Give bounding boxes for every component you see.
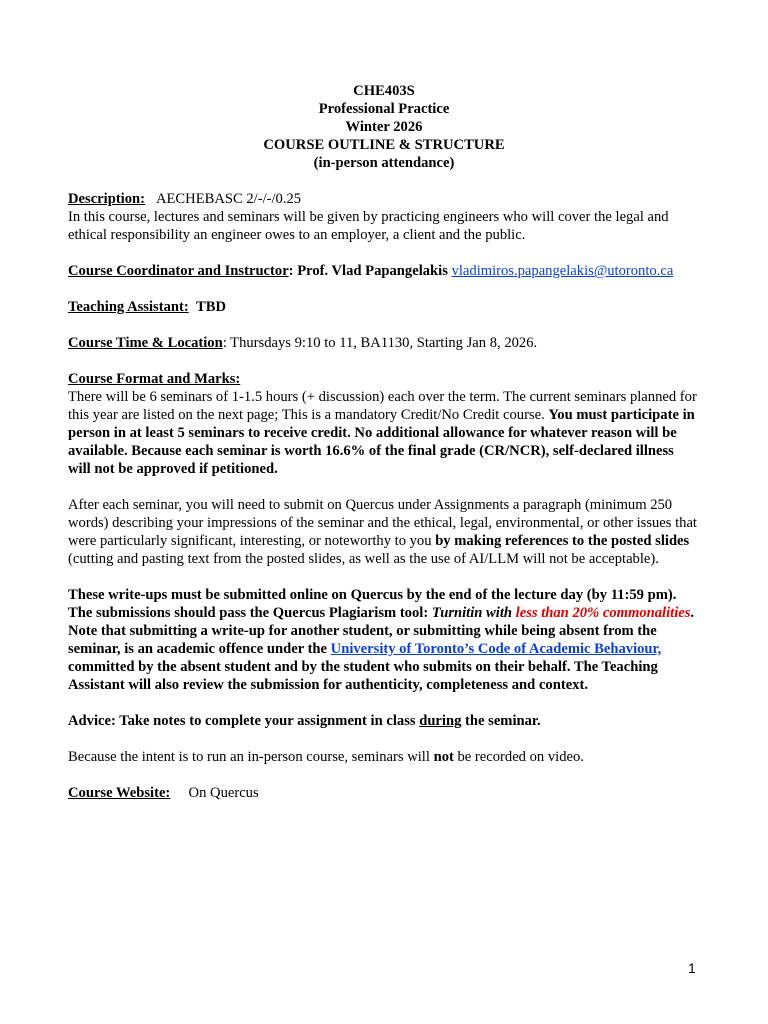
coordinator-label: Course Coordinator and Instructor	[68, 263, 289, 279]
format-text-plain: There will be 6 seminars of 1-1.5 hours (+ discussion) each over the term. The current seminars planned for this year are listed on the next page; This is a mandatory Credit/No Credit course.	[68, 389, 697, 423]
writeup-text-2: (cutting and pasting text from the posted slides, as well as the use of AI/LLM will not be acceptable).	[68, 551, 659, 567]
ta-value: TBD	[196, 299, 227, 315]
recording-text-2: be recorded on video.	[453, 749, 584, 765]
format-label: Course Format and Marks:	[68, 371, 241, 387]
coordinator-name: Prof. Vlad Papangelakis	[297, 263, 448, 279]
page-number: 1	[688, 960, 696, 976]
coordinator-line	[68, 262, 700, 280]
format-heading	[68, 370, 700, 388]
advice-text-1: Advice: Take notes to complete your assignment in class	[68, 713, 420, 729]
advice-text-2: the seminar.	[461, 713, 541, 729]
website-line	[68, 784, 700, 802]
time-location-value: : Thursdays 9:10 to 11, BA1130, Starting Jan 8, 2026.	[222, 335, 538, 351]
page-content	[68, 82, 700, 802]
advice-underlined: during	[419, 713, 462, 729]
writeup-bold: by making references to the posted slides	[435, 533, 690, 549]
course-code: CHE403S	[353, 83, 415, 99]
attendance-mode: (in-person attendance)	[313, 155, 455, 171]
website-label: Course Website:	[68, 785, 171, 801]
coordinator-colon: :	[288, 263, 294, 279]
submission-bold-2: . Note that submitting a write-up for another student, or submitting while being absent from the seminar, is an academic offence under the	[68, 605, 695, 657]
submission-bold-3: committed by the absent student and by the student who submits on their behalf. The Teaching Assistant will also review the submission for authenticity, completeness and context.	[68, 659, 658, 693]
turnitin-label: Turnitin with	[431, 605, 516, 621]
writeup-paragraph	[68, 496, 700, 568]
recording-text-1: Because the intent is to run an in-person course, seminars will	[68, 749, 434, 765]
website-value: On Quercus	[188, 785, 259, 801]
course-outline-title: COURSE OUTLINE & STRUCTURE	[263, 137, 505, 153]
recording-bold: not	[433, 749, 454, 765]
recording-paragraph	[68, 748, 700, 766]
code-of-behaviour-link[interactable]: University of Toronto’s Code of Academic Behaviour,	[330, 641, 662, 657]
coordinator-email-link[interactable]: vladimiros.papangelakis@utoronto.ca	[451, 263, 674, 279]
time-location-label: Course Time & Location	[68, 335, 223, 351]
turnitin-note	[432, 605, 691, 621]
course-header	[68, 82, 700, 172]
format-text-bold: You must participate in person in at least 5 seminars to receive credit. No additional allowance for whatever reason will be available. Because each seminar is worth 16.6% of the final grade (CR/NCR), self-declared illness will not be approved if petitioned.	[68, 407, 695, 477]
writeup-text-1: After each seminar, you will need to submit on Quercus under Assignments a paragraph (minimum 250 words) describing your impressions of the seminar and the ethical, legal, environmental, or other issues that were particularly significant, interesting, or noteworthy to you	[68, 497, 697, 549]
course-term: Winter 2026	[345, 119, 423, 135]
course-name: Professional Practice	[318, 101, 450, 117]
format-text	[68, 388, 700, 478]
description-line	[68, 190, 700, 208]
ta-label: Teaching Assistant:	[68, 299, 189, 315]
time-location-line	[68, 334, 700, 352]
description-code: AECHEBASC 2/-/-/0.25	[155, 191, 302, 207]
description-text: In this course, lectures and seminars will be given by practicing engineers who will cover the legal and ethical responsibility an engineer owes to an employer, a client and the public.	[68, 209, 669, 243]
description-label: Description:	[68, 191, 146, 207]
advice-paragraph	[68, 712, 700, 730]
ta-line	[68, 298, 700, 316]
commonalities-threshold: less than 20% commonalities	[515, 605, 691, 621]
submission-paragraph	[68, 586, 700, 694]
submission-bold-1: These write-ups must be submitted online on Quercus by the end of the lecture day (by 11:59 pm). The submissions should pass the Quercus Plagiarism tool:	[68, 587, 677, 621]
